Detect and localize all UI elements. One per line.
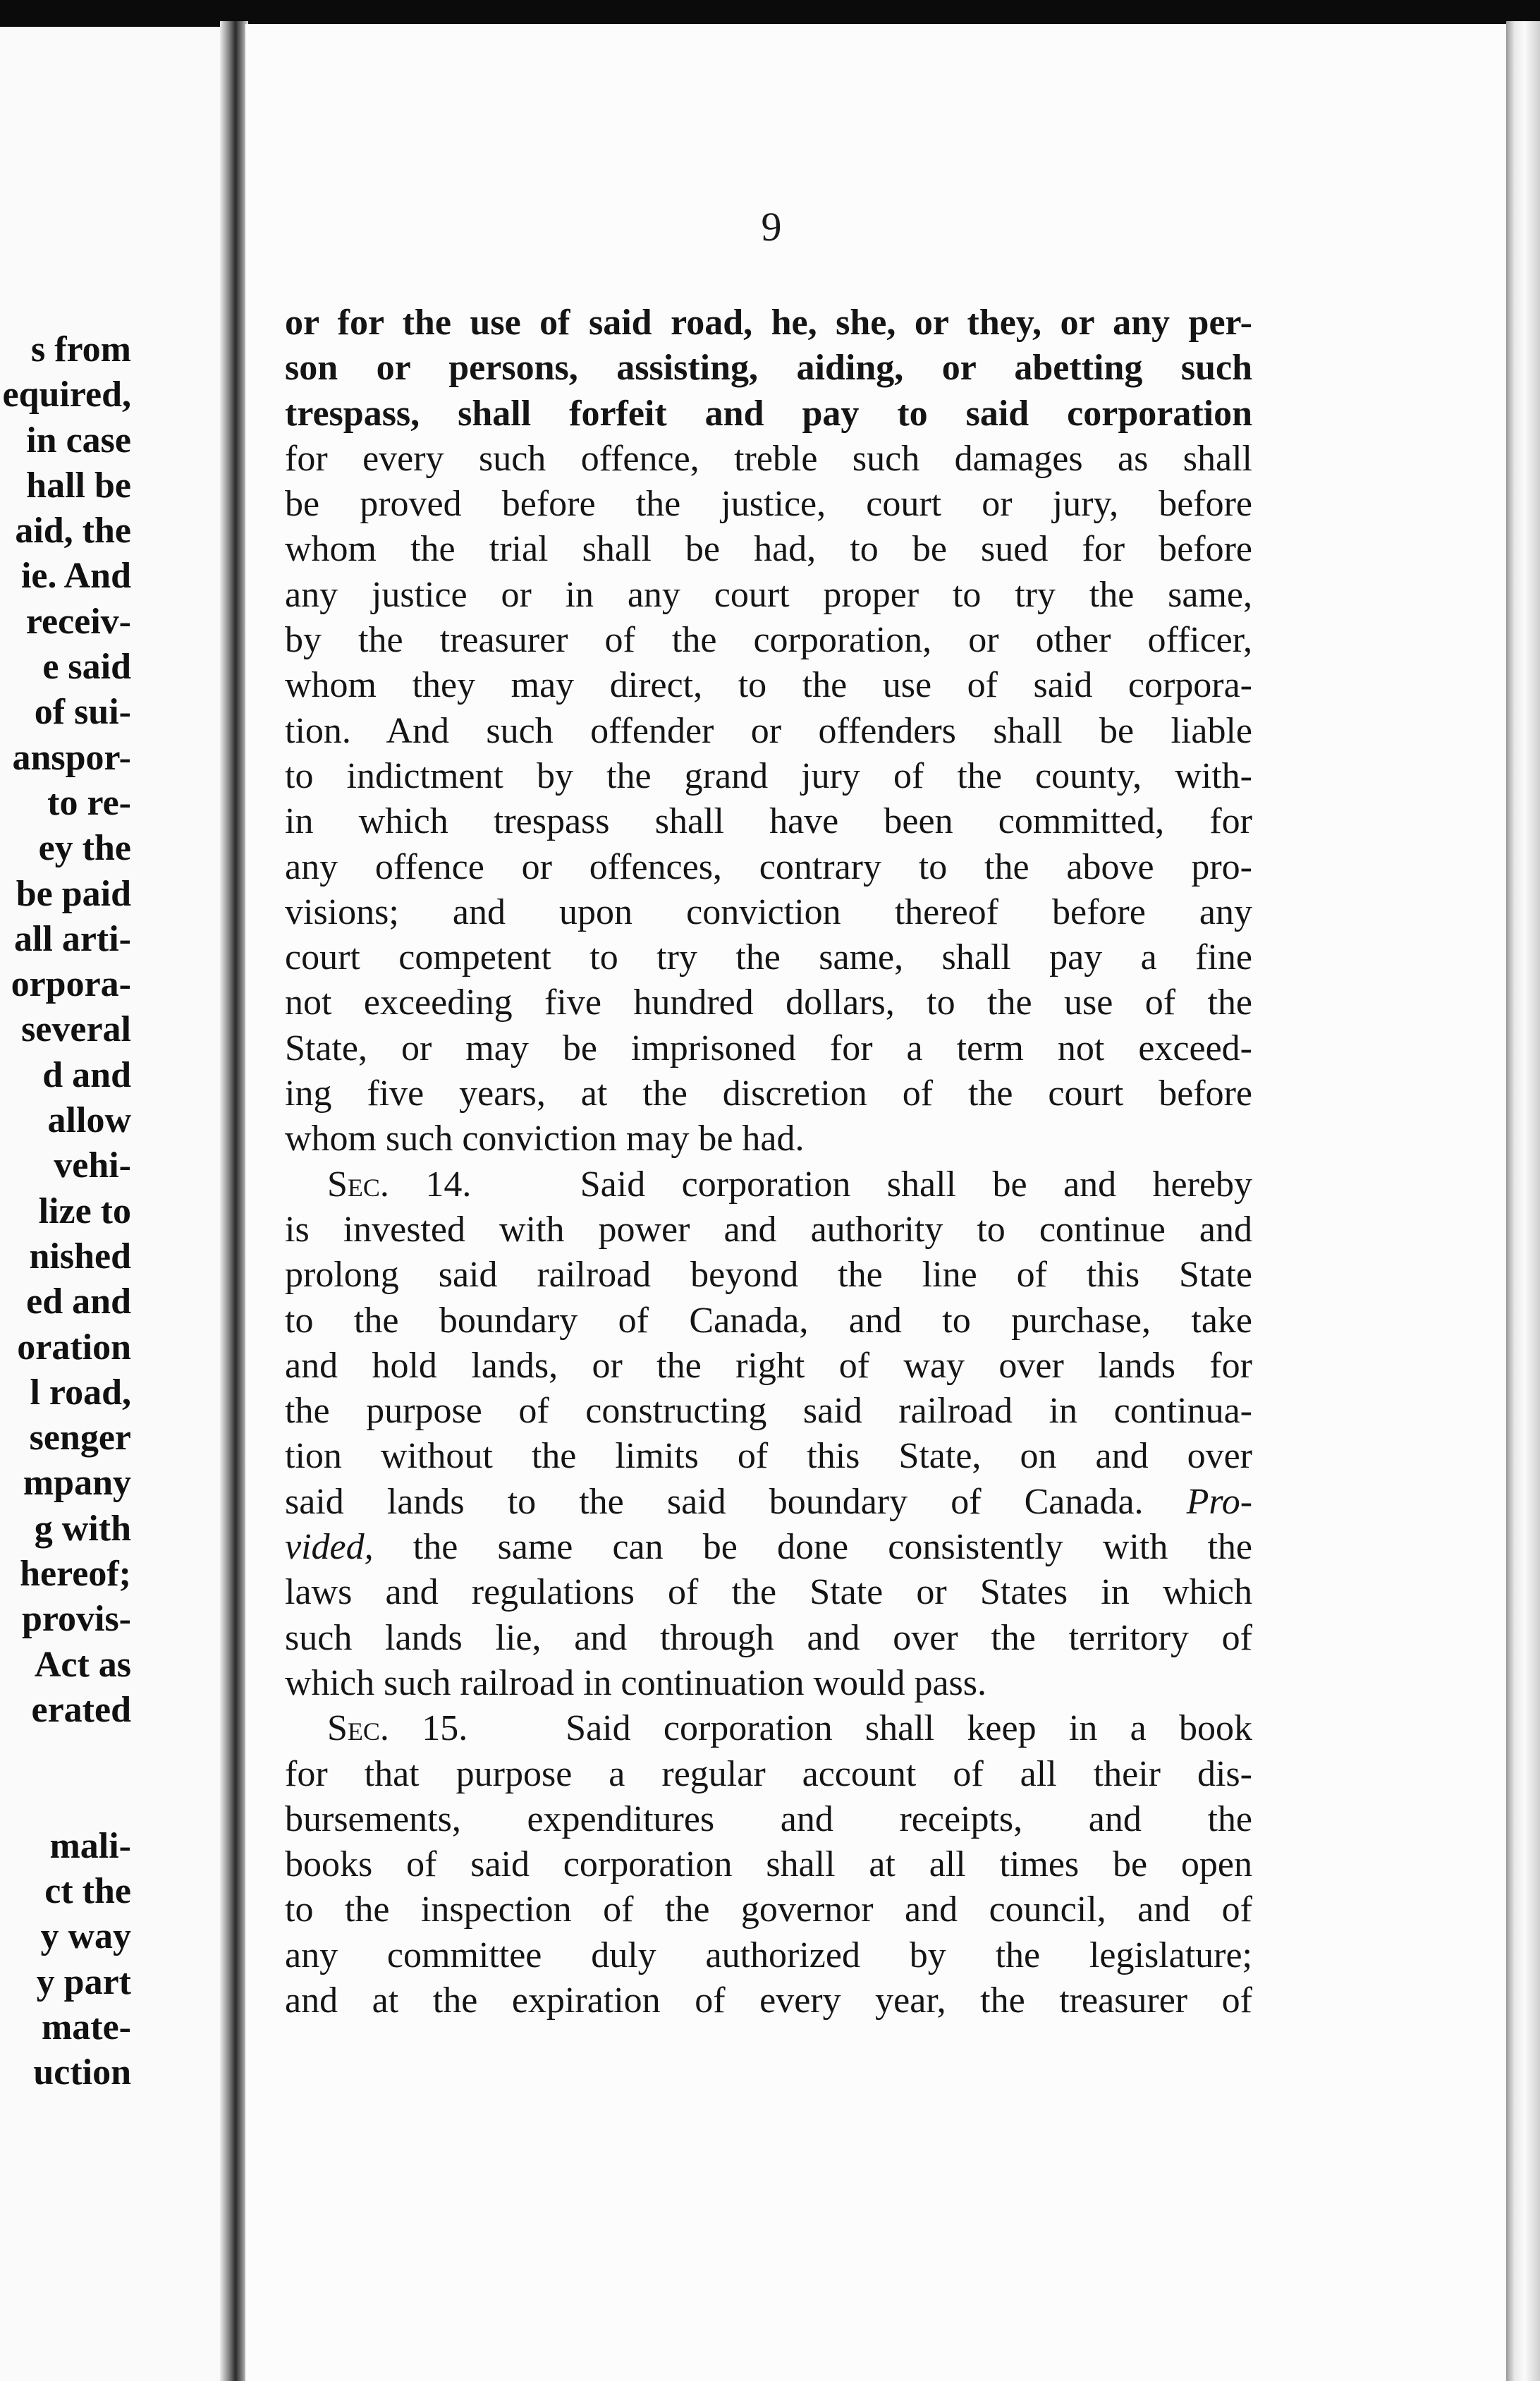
continuation-paragraph [285, 300, 1252, 1162]
left-page-line: allow [47, 1100, 131, 1141]
left-page-line: ed and [26, 1281, 131, 1322]
left-page-line: hall be [26, 465, 131, 506]
left-page-line: vehi- [54, 1145, 131, 1186]
text-line: to indictment by the grand jury of the county, with- [285, 755, 1252, 796]
left-page-line: uction [33, 2052, 131, 2093]
left-page-line: anspor- [12, 737, 131, 778]
text-line: and hold lands, or the right of way over lands for [285, 1345, 1252, 1386]
text-line: ing five years, at the discretion of the court before [285, 1073, 1252, 1114]
text-line: laws and regulations of the State or States in which [285, 1572, 1252, 1613]
section-15-first-line: Sec. 15. Said corporation shall keep in a book [327, 1708, 1253, 1749]
section-14 [285, 1162, 1252, 1707]
left-page-line: mate- [41, 2007, 131, 2047]
text-line: which such railroad in continuation would pass. [285, 1662, 987, 1703]
text-line: to the boundary of Canada, and to purchase, take [285, 1300, 1252, 1341]
left-page-line: provis- [21, 1599, 131, 1640]
left-page-line: ie. And [20, 556, 131, 597]
left-page-line: mali- [49, 1825, 131, 1866]
text-line: is invested with power and authority to continue and [285, 1209, 1252, 1250]
text-line: such lands lie, and through and over the territory of [285, 1617, 1252, 1658]
text-line: any offence or offences, contrary to the above pro- [285, 846, 1252, 887]
left-page-line: mpany [23, 1463, 131, 1504]
text-line: for that purpose a regular account of all their dis- [285, 1753, 1252, 1794]
left-page-line: lize to [38, 1190, 131, 1231]
text-line: whom the trial shall be had, to be sued for before [285, 529, 1252, 570]
left-page-line: ct the [44, 1871, 131, 1912]
section-14-first-line: Sec. 14. Said corporation shall be and hereby [327, 1164, 1253, 1205]
text-line: State, or may be imprisoned for a term not exceed- [285, 1028, 1252, 1068]
text-line: be proved before the justice, court or jury, before [285, 484, 1252, 525]
left-page-line: equired, [2, 374, 131, 415]
text-line: not exceeding five hundred dollars, to the use of the [285, 982, 1252, 1023]
page-body-text [285, 300, 1252, 2023]
left-page-line: y part [36, 1961, 131, 2002]
text-line: the purpose of constructing said railroad in continua- [285, 1391, 1252, 1432]
text-line: to the inspection of the governor and council, and of [285, 1889, 1252, 1930]
left-page-line [0, 1733, 131, 1824]
left-page-text [0, 327, 131, 2096]
section-14-heading: Sec. 14. [327, 1164, 472, 1205]
left-page-line: in case [26, 420, 131, 461]
text-line: tion. And such offender or offenders shall be liable [285, 710, 1252, 751]
text-line: court competent to try the same, shall pay a fine [285, 937, 1252, 978]
left-page-line: nished [29, 1236, 131, 1277]
left-page-line: to re- [47, 782, 131, 823]
text-line: by the treasurer of the corporation, or other officer, [285, 620, 1252, 661]
text-line: tion without the limits of this State, on and over [285, 1436, 1252, 1477]
text-line: son or persons, assisting, aiding, or abetting such [285, 348, 1252, 389]
text-line: any committee duly authorized by the legislature; [285, 1935, 1252, 1975]
left-page-line: receiv- [25, 601, 131, 642]
left-page-line: all arti- [13, 918, 131, 959]
left-page-line: aid, the [15, 511, 131, 552]
text-line: or for the use of said road, he, she, or they, or any per- [285, 303, 1252, 343]
page-number: 9 [761, 204, 782, 250]
left-page-line: s from [30, 329, 131, 370]
left-page-line: orpora- [11, 964, 131, 1005]
text-line: whom such conviction may be had. [285, 1119, 805, 1159]
text-line: whom they may direct, to the use of said corpora- [285, 665, 1252, 706]
left-page-line: l road, [30, 1372, 131, 1413]
text-line: visions; and upon conviction thereof before any [285, 891, 1252, 932]
left-page [0, 27, 224, 2381]
section-15 [285, 1706, 1252, 2023]
section-14-proviso-line: said lands to the said boundary of Canada. Pro- [285, 1481, 1253, 1522]
left-page-line: g with [34, 1508, 131, 1549]
left-page-line: y way [40, 1916, 131, 1957]
left-page-line: senger [29, 1418, 131, 1459]
left-page-line: ey the [38, 828, 131, 869]
book-gutter [220, 21, 248, 2381]
left-page-line: oration [17, 1327, 131, 1368]
text-line: in which trespass shall have been committed, for [285, 801, 1252, 842]
text-line: and at the expiration of every year, the treasurer of [285, 1980, 1252, 2021]
left-page-line: erated [31, 1689, 131, 1730]
text-line: trespass, shall forfeit and pay to said corporation [285, 393, 1252, 434]
left-page-line: hereof; [20, 1554, 131, 1595]
text-line: any justice or in any court proper to try the same, [285, 574, 1252, 615]
left-page-line: several [21, 1009, 131, 1050]
text-line: prolong said railroad beyond the line of this State [285, 1255, 1252, 1296]
left-page-line: e said [42, 647, 131, 688]
section-15-heading: Sec. 15. [327, 1708, 468, 1749]
section-14-proviso-continued: vided, the same can be done consistently with the [285, 1527, 1253, 1568]
left-page-line: d and [42, 1054, 131, 1095]
left-page-line: of sui- [34, 692, 131, 733]
left-page-line: be paid [16, 873, 131, 914]
text-line: for every such offence, treble such damages as shall [285, 438, 1252, 479]
text-line: bursements, expenditures and receipts, and the [285, 1798, 1252, 1839]
text-line: books of said corporation shall at all times be open [285, 1844, 1252, 1885]
left-page-line: Act as [34, 1644, 131, 1685]
page-edge [1506, 21, 1540, 2381]
